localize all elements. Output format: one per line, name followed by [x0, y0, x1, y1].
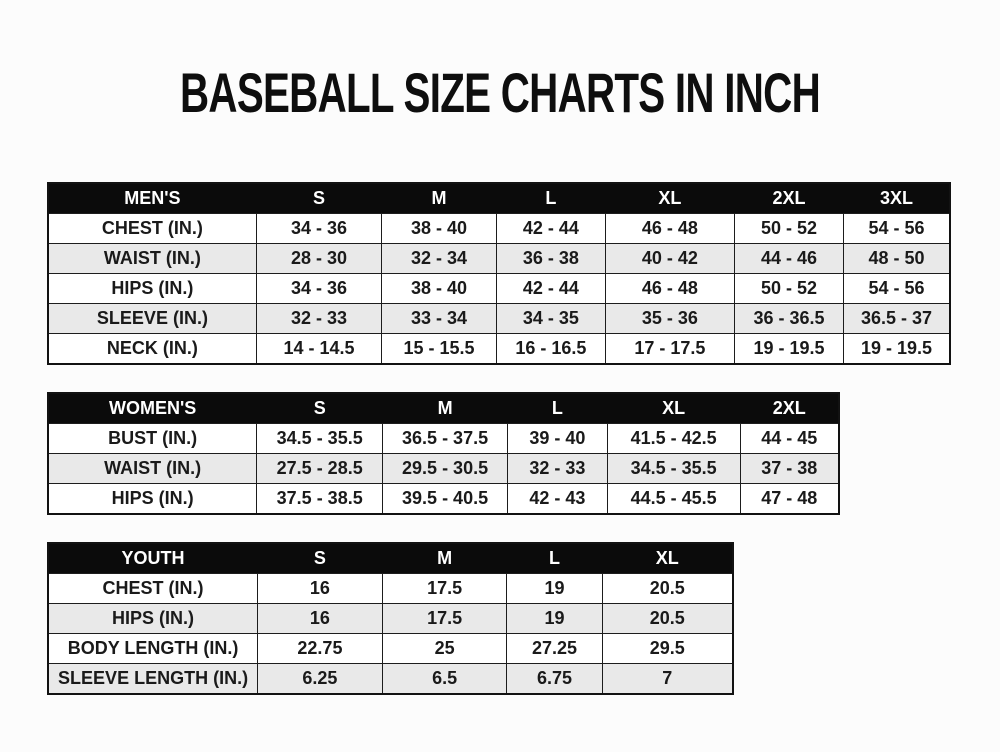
value-cell: 44.5 - 45.5	[607, 483, 740, 514]
value-cell: 19 - 19.5	[844, 333, 950, 364]
value-cell: 34 - 36	[256, 273, 381, 303]
value-cell: 33 - 34	[382, 303, 497, 333]
value-cell: 16 - 16.5	[496, 333, 605, 364]
value-cell: 7	[602, 663, 733, 694]
value-cell: 41.5 - 42.5	[607, 423, 740, 453]
mens-header-row	[48, 183, 950, 214]
size-header-cell: L	[508, 393, 608, 424]
value-cell: 6.75	[507, 663, 602, 694]
value-cell: 39 - 40	[508, 423, 608, 453]
size-header-cell: L	[507, 543, 602, 574]
size-header-cell: L	[496, 183, 605, 214]
size-header-cell: M	[382, 543, 507, 574]
value-cell: 29.5 - 30.5	[383, 453, 508, 483]
value-cell: 37.5 - 38.5	[257, 483, 383, 514]
value-cell: 38 - 40	[382, 273, 497, 303]
measurement-row	[48, 483, 839, 514]
value-cell: 35 - 36	[605, 303, 734, 333]
womens-size-table	[47, 392, 840, 515]
value-cell: 36.5 - 37	[844, 303, 950, 333]
value-cell: 50 - 52	[734, 213, 843, 243]
value-cell: 54 - 56	[844, 213, 950, 243]
page-title: BASEBALL SIZE CHARTS IN INCH	[180, 61, 820, 124]
measurement-row	[48, 273, 950, 303]
measurement-row	[48, 213, 950, 243]
size-header-cell: XL	[607, 393, 740, 424]
measurement-row	[48, 453, 839, 483]
value-cell: 36 - 38	[496, 243, 605, 273]
value-cell: 46 - 48	[605, 273, 734, 303]
value-cell: 47 - 48	[740, 483, 839, 514]
measurement-row	[48, 333, 950, 364]
value-cell: 17.5	[382, 573, 507, 603]
youth-size-table	[47, 542, 734, 695]
value-cell: 25	[382, 633, 507, 663]
row-label: HIPS (IN.)	[48, 273, 256, 303]
size-header-cell: S	[257, 393, 383, 424]
size-header-cell: 2XL	[740, 393, 839, 424]
value-cell: 32 - 33	[508, 453, 608, 483]
value-cell: 16	[258, 603, 383, 633]
value-cell: 20.5	[602, 573, 733, 603]
row-label: WAIST (IN.)	[48, 243, 256, 273]
value-cell: 6.5	[382, 663, 507, 694]
size-header-cell: S	[258, 543, 383, 574]
size-header-cell: M	[382, 183, 497, 214]
value-cell: 34.5 - 35.5	[607, 453, 740, 483]
value-cell: 19	[507, 603, 602, 633]
value-cell: 19	[507, 573, 602, 603]
row-label: BUST (IN.)	[48, 423, 257, 453]
measurement-row	[48, 603, 733, 633]
value-cell: 36.5 - 37.5	[383, 423, 508, 453]
size-header-cell: XL	[602, 543, 733, 574]
mens-table-title-cell: MEN'S	[48, 183, 256, 214]
measurement-row	[48, 303, 950, 333]
size-header-cell: XL	[605, 183, 734, 214]
row-label: SLEEVE LENGTH (IN.)	[48, 663, 258, 694]
value-cell: 44 - 45	[740, 423, 839, 453]
size-header-cell: 2XL	[734, 183, 843, 214]
womens-table-title-cell: WOMEN'S	[48, 393, 257, 424]
value-cell: 38 - 40	[382, 213, 497, 243]
value-cell: 15 - 15.5	[382, 333, 497, 364]
row-label: CHEST (IN.)	[48, 213, 256, 243]
row-label: HIPS (IN.)	[48, 603, 258, 633]
value-cell: 19 - 19.5	[734, 333, 843, 364]
row-label: CHEST (IN.)	[48, 573, 258, 603]
row-label: SLEEVE (IN.)	[48, 303, 256, 333]
mens-size-table	[47, 182, 951, 365]
value-cell: 29.5	[602, 633, 733, 663]
row-label: HIPS (IN.)	[48, 483, 257, 514]
value-cell: 42 - 44	[496, 273, 605, 303]
value-cell: 44 - 46	[734, 243, 843, 273]
value-cell: 34 - 35	[496, 303, 605, 333]
size-tables-container	[0, 182, 1000, 695]
value-cell: 16	[258, 573, 383, 603]
row-label: BODY LENGTH (IN.)	[48, 633, 258, 663]
value-cell: 46 - 48	[605, 213, 734, 243]
value-cell: 50 - 52	[734, 273, 843, 303]
value-cell: 32 - 34	[382, 243, 497, 273]
size-header-cell: M	[383, 393, 508, 424]
size-header-cell: S	[256, 183, 381, 214]
value-cell: 22.75	[258, 633, 383, 663]
youth-header-row	[48, 543, 733, 574]
value-cell: 28 - 30	[256, 243, 381, 273]
value-cell: 27.25	[507, 633, 602, 663]
value-cell: 27.5 - 28.5	[257, 453, 383, 483]
value-cell: 40 - 42	[605, 243, 734, 273]
value-cell: 34 - 36	[256, 213, 381, 243]
measurement-row	[48, 633, 733, 663]
row-label: NECK (IN.)	[48, 333, 256, 364]
value-cell: 34.5 - 35.5	[257, 423, 383, 453]
value-cell: 42 - 43	[508, 483, 608, 514]
measurement-row	[48, 423, 839, 453]
value-cell: 14 - 14.5	[256, 333, 381, 364]
value-cell: 20.5	[602, 603, 733, 633]
value-cell: 32 - 33	[256, 303, 381, 333]
value-cell: 48 - 50	[844, 243, 950, 273]
measurement-row	[48, 663, 733, 694]
value-cell: 6.25	[258, 663, 383, 694]
value-cell: 17.5	[382, 603, 507, 633]
row-label: WAIST (IN.)	[48, 453, 257, 483]
value-cell: 54 - 56	[844, 273, 950, 303]
value-cell: 39.5 - 40.5	[383, 483, 508, 514]
measurement-row	[48, 243, 950, 273]
value-cell: 17 - 17.5	[605, 333, 734, 364]
value-cell: 36 - 36.5	[734, 303, 843, 333]
youth-table-title-cell: YOUTH	[48, 543, 258, 574]
value-cell: 42 - 44	[496, 213, 605, 243]
size-header-cell: 3XL	[844, 183, 950, 214]
womens-header-row	[48, 393, 839, 424]
value-cell: 37 - 38	[740, 453, 839, 483]
measurement-row	[48, 573, 733, 603]
